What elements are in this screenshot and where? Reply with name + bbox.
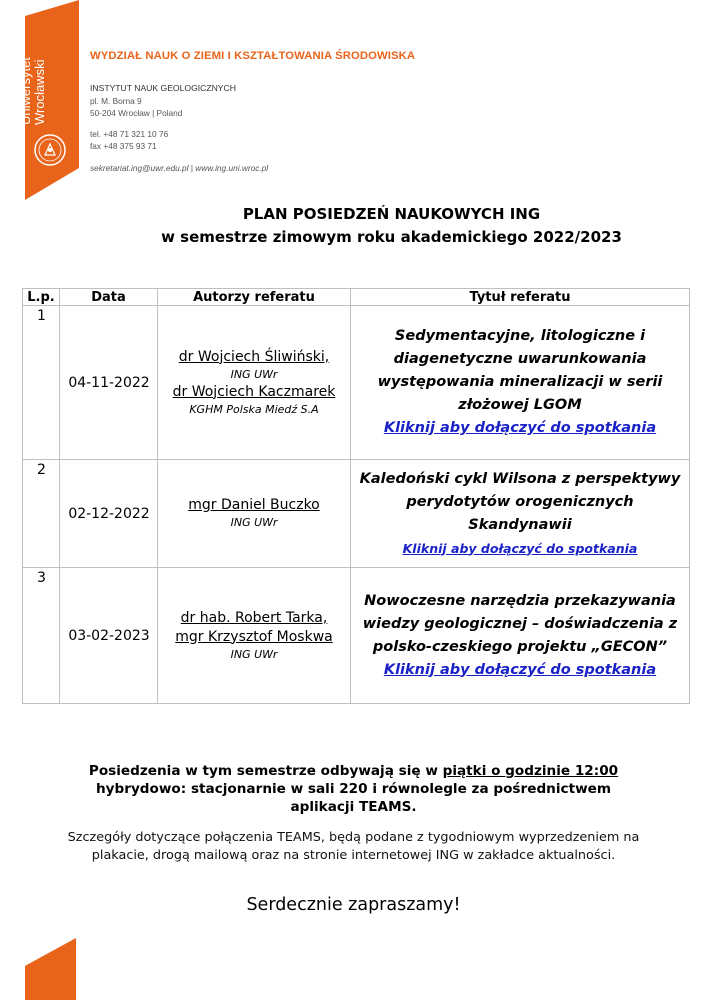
- row-number: 1: [23, 306, 60, 460]
- schedule-note-line-2: hybrydowo: stacjonarnie w sali 220 i równolegle za pośrednictwem: [95, 781, 612, 797]
- details-line-1: Szczegóły dotyczące połączenia TEAMS, będą podane z tygodniowym wyprzedzeniem na: [67, 830, 640, 845]
- author-affiliation: ING UWr: [230, 516, 278, 529]
- topic-line: Nowoczesne narzędzia przekazywania: [364, 592, 676, 609]
- letterhead: [90, 50, 415, 174]
- table-row: [23, 568, 690, 704]
- row-authors: [158, 306, 351, 460]
- topic-line: złożowej LGOM: [458, 397, 582, 413]
- author-affiliation: KGHM Polska Miedź S.A: [189, 402, 319, 416]
- page-title: PLAN POSIEDZEŃ NAUKOWYCH ING: [242, 205, 541, 223]
- footer-band: [25, 938, 76, 1000]
- topic-line: wiedzy geologicznej – doświadczenia z: [362, 615, 678, 632]
- author-name: mgr Krzysztof Moskwa: [175, 628, 333, 645]
- contact-line: sekretariat.ing@uwr.edu.pl | www.ing.uni.wroc.pl: [90, 163, 269, 173]
- teams-details: [0, 829, 707, 865]
- schedule-table: [22, 288, 690, 704]
- note-text: Posiedzenia w tym semestrze odbywają się w: [88, 763, 443, 779]
- topic-line: występowania mineralizacji w serii: [377, 374, 663, 390]
- row-topic: [351, 460, 690, 568]
- schedule-note-line-1: [0, 762, 707, 780]
- topic-line: polsko-czeskiego projektu „GECON”: [372, 638, 668, 655]
- author-name: dr hab. Robert Tarka,: [180, 609, 328, 626]
- note-emphasis: piątki o godzinie 12:00: [442, 763, 619, 779]
- details-line-2: plakacie, drogą mailową oraz na stronie internetowej ING w zakładce aktualności.: [91, 848, 616, 863]
- meeting-join-link[interactable]: Kliknij aby dołączyć do spotkania: [383, 661, 657, 678]
- author-name: dr Wojciech Kaczmarek: [172, 383, 336, 400]
- table-header-row: [23, 289, 690, 306]
- author-name: mgr Daniel Buczko: [188, 497, 320, 513]
- table-row: [23, 460, 690, 568]
- table-row: [23, 306, 690, 460]
- row-topic: [351, 306, 690, 460]
- fax: fax +48 375 93 71: [90, 141, 157, 151]
- row-date: 03-02-2023: [60, 568, 158, 704]
- meeting-join-link[interactable]: Kliknij aby dołączyć do spotkania: [383, 420, 657, 436]
- topic-line: diagenetyczne uwarunkowania: [393, 351, 647, 367]
- author-name: dr Wojciech Śliwiński,: [178, 348, 330, 365]
- header-lp: L.p.: [23, 289, 60, 306]
- meeting-join-link[interactable]: Kliknij aby dołączyć do spotkania: [402, 540, 638, 556]
- phone: tel. +48 71 321 10 76: [90, 129, 169, 139]
- page-subtitle: w semestrze zimowym roku akademickiego 2022/2023: [161, 228, 622, 246]
- topic-line: Sedymentacyjne, litologiczne i: [394, 328, 646, 344]
- row-number: 3: [23, 568, 60, 704]
- row-authors: [158, 568, 351, 704]
- university-crest-icon: [33, 133, 67, 167]
- institute-name: INSTYTUT NAUK GEOLOGICZNYCH: [90, 83, 236, 93]
- topic-line: perydotytów orogenicznych Skandynawii: [406, 493, 634, 533]
- address-line-2: 50-204 Wrocław | Poland: [90, 108, 183, 118]
- row-topic: [351, 568, 690, 704]
- faculty-name: WYDZIAŁ NAUK O ZIEMI I KSZTAŁTOWANIA ŚRODOWISKA: [90, 50, 416, 62]
- header-title: Tytuł referatu: [351, 289, 690, 306]
- row-number: 2: [23, 460, 60, 568]
- row-date: 02-12-2022: [60, 460, 158, 568]
- author-affiliation: ING UWr: [230, 647, 278, 661]
- logo-word-2: Wrocławski: [32, 59, 47, 125]
- row-date: 04-11-2022: [60, 306, 158, 460]
- author-affiliation: ING UWr: [230, 367, 278, 381]
- header-date: Data: [60, 289, 158, 306]
- header-authors: Autorzy referatu: [158, 289, 351, 306]
- logo-word-1: Uniwersytet: [18, 57, 33, 125]
- schedule-note-line-3: aplikacji TEAMS.: [290, 799, 417, 815]
- address-line-1: pl. M. Borna 9: [90, 96, 142, 106]
- university-logo-text: [18, 57, 89, 125]
- row-authors: [158, 460, 351, 568]
- invitation: Serdecznie zapraszamy!: [246, 895, 461, 915]
- schedule-note: [0, 762, 707, 816]
- topic-line: Kaledoński cykl Wilsona z perspektywy: [359, 470, 681, 487]
